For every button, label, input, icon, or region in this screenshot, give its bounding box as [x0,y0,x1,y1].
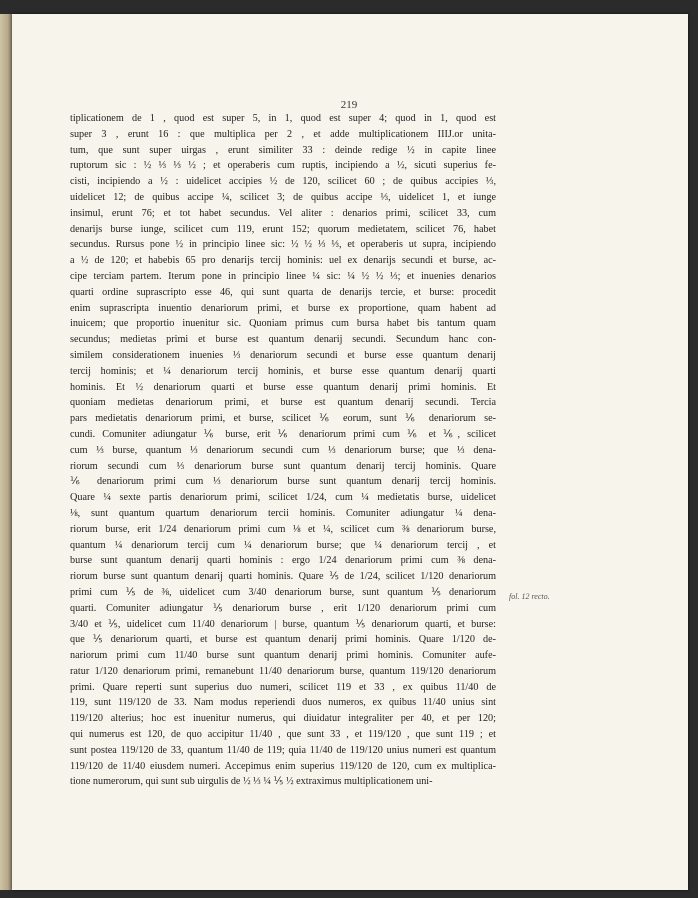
text-line: ⅛, sunt quantum quartum denariorum tercii hominis. Comuniter adiungatur ¼ dena- [70,507,496,519]
text-line: riorum burse, erit 1/24 denariorum primi cum ⅛ et ¼, scilicet cum ⅜ denariorum burse, [70,523,496,535]
text-line: cum ⅓ burse, quantum ⅓ denariorum secundi cum ⅓ denariorum burse; que ⅓ dena- [70,444,496,456]
text-line: pars medietatis denariorum primi, et burse, scilicet ⅙ eorum, sunt ⅙ denariorum se- [70,413,496,425]
body-text [70,111,496,790]
text-line: cisti, incipiendo a ½ : uidelicet accipies ½ de 120, scilicet 60 ; de quibus accipies ⅓, [70,176,496,188]
text-line: similem considerationem inuenies ⅓ denariorum secundi et burse esse quantum denarij [70,349,496,361]
text-line: tum, que sunt super uirgas , erunt similiter 33 : deinde redige ½ in capite linee [70,144,496,156]
text-line: primi cum ⅕ de ⅜, uidelicet cum 3/40 denariorum burse, sunt quantum ⅕ denariorum [70,586,496,598]
page-number: 219 [340,99,358,111]
text-line: ratur 1/120 denariorum primi, remanebunt 11/40 denariorum burse, quantum 119/120 denariorum [70,665,496,677]
text-line: quoniam medietas denariorum primi, et burse est quantum denarij secundi. Tercia [70,397,496,409]
text-line: 3/40 et ⅕, uidelicet cum 11/40 denariorum | burse, quantum ⅕ denariorum quarti, et burse: [70,618,496,630]
text-line: quarti ordine suprascripto esse 46, qui sunt quarta de denarijs tercie, et burse: procedit [70,286,496,298]
text-line: cundi. Comuniter adiungatur ⅙ burse, erit ⅙ denariorum primi cum ⅙ et ⅙, scilicet [70,428,496,440]
text-line: riorum burse sunt quantum denarij quarti hominis. Quare ⅕ de 1/24, scilicet 1/120 denariorum [70,571,496,583]
text-line: que ⅕ denariorum quarti, et burse est quantum denarij primi hominis. Quare 1/120 de- [70,634,496,646]
text-line: tercij hominis; et ¼ denariorum tercij hominis, et burse esse quantum denarij quarti [70,365,496,377]
text-line: super 3 , erunt 16 : que multiplica per 2 , et adde multiplicationem IIIJ.or unita- [70,128,496,140]
text-line: uidelicet 12; de quibus accipe ¼, scilicet 3; de quibus accipe ⅓, uidelicet 1, et iunge [70,191,496,203]
text-line: 119/120 de 11/40 eiusdem numeri. Accepimus enim superius 119/120 de 120, cum ex multiplica- [70,760,496,772]
text-line: primi. Quare reperti sunt superius duo numeri, scilicet 119 et 33 , ex quibus 11/40 de [70,681,496,693]
text-line: Quare ¼ sexte partis denariorum primi, scilicet 1/24, cum ¼ medietatis burse, uidelicet [70,492,496,504]
text-line: burse sunt quantum denarij quarti hominis : ergo 1/24 denariorum primi cum ⅜ dena- [70,555,496,567]
text-line: riorum secundi cum ⅓ denariorum burse sunt quantum denarij tercij hominis. Quare [70,460,496,472]
text-line: ⅙ denariorum primi cum ⅓ denariorum burse sunt quantum denarij tercij hominis. [70,476,496,488]
text-line: tiplicationem de 1 , quod est super 5, in 1, quod est super 4; quod in 1, quod est [70,113,496,124]
text-line: secundus; medietas primi et burse est quantum denarij secundi. Secundum hanc con- [70,334,496,346]
text-line: 119, sunt 119/120 de 33. Nam modus reperiendi duos numeros, ex quibus 11/40 unius sint [70,697,496,709]
text-line: qui numerus est 120, de quo accipitur 11/40 , que sunt 33 , et 119/120 , que sunt 119 ; et [70,729,496,741]
text-line: inuicem; que proportio inuenitur sic. Quoniam primus cum bursa habet bis tantum quam [70,318,496,330]
text-line: ruptorum sic : ½ ⅓ ⅓ ½ ; et operaberis cum ruptis, incipiendo a ½, sicuti superius fe- [70,160,496,172]
text-line: tione numerorum, qui sunt sub uirgulis de ½ ⅓ ¼ ⅕ ½ extraximus multiplicationem uni- [70,776,433,788]
text-line: a ½ de 120; et habebis 65 pro denarijs tercij hominis: uel ex denarijs secundi et burse, ac- [70,255,496,267]
margin-folio-note: fol. 12 recto. [509,592,550,601]
text-line: enim suprascripta inuentio denariorum primi, et burse ex proportione, quam habent ad [70,302,496,314]
text-line: denarijs burse iunge, scilicet cum 119, erunt 152; quorum medietatem, scilicet 76, habet [70,223,496,235]
text-line: insimul, erunt 76; et tot habet secundus. Vel aliter : denarios primi, scilicet 33, cum [70,207,496,219]
text-line: nariorum primi cum 11/40 burse sunt quantum denarij primi hominis. Comuniter aufe- [70,650,496,662]
text-line: secundus. Rursus pone ½ in principio linee sic: ½ ½ ⅓ ⅓, et operaberis ut supra, incipiendo [70,239,496,251]
text-line: 119/120 alterius; hoc est inuenitur numerus, qui diuidatur integraliter per 40, et per 120; [70,713,496,725]
text-line: sunt postea 119/120 de 33, quantum 11/40 de 119; quia 11/40 de 119/120 unius numeri est quantum [70,744,496,756]
book-spine-edge [0,14,12,890]
text-line: hominis. Et ½ denariorum quarti et burse esse quantum denarij primi hominis. Et [70,381,496,393]
text-line: cipe terciam partem. Iterum pone in principio linee ¼ sic: ¼ ½ ½ ⅓; et inuenies denarios [70,270,496,282]
text-line: quarti. Comuniter adiungatur ⅕ denariorum burse , erit 1/120 denariorum primi cum [70,602,496,614]
text-line: quantum ¼ denariorum tercij cum ¼ denariorum burse; que ¼ denariorum tercij , et [70,539,496,551]
